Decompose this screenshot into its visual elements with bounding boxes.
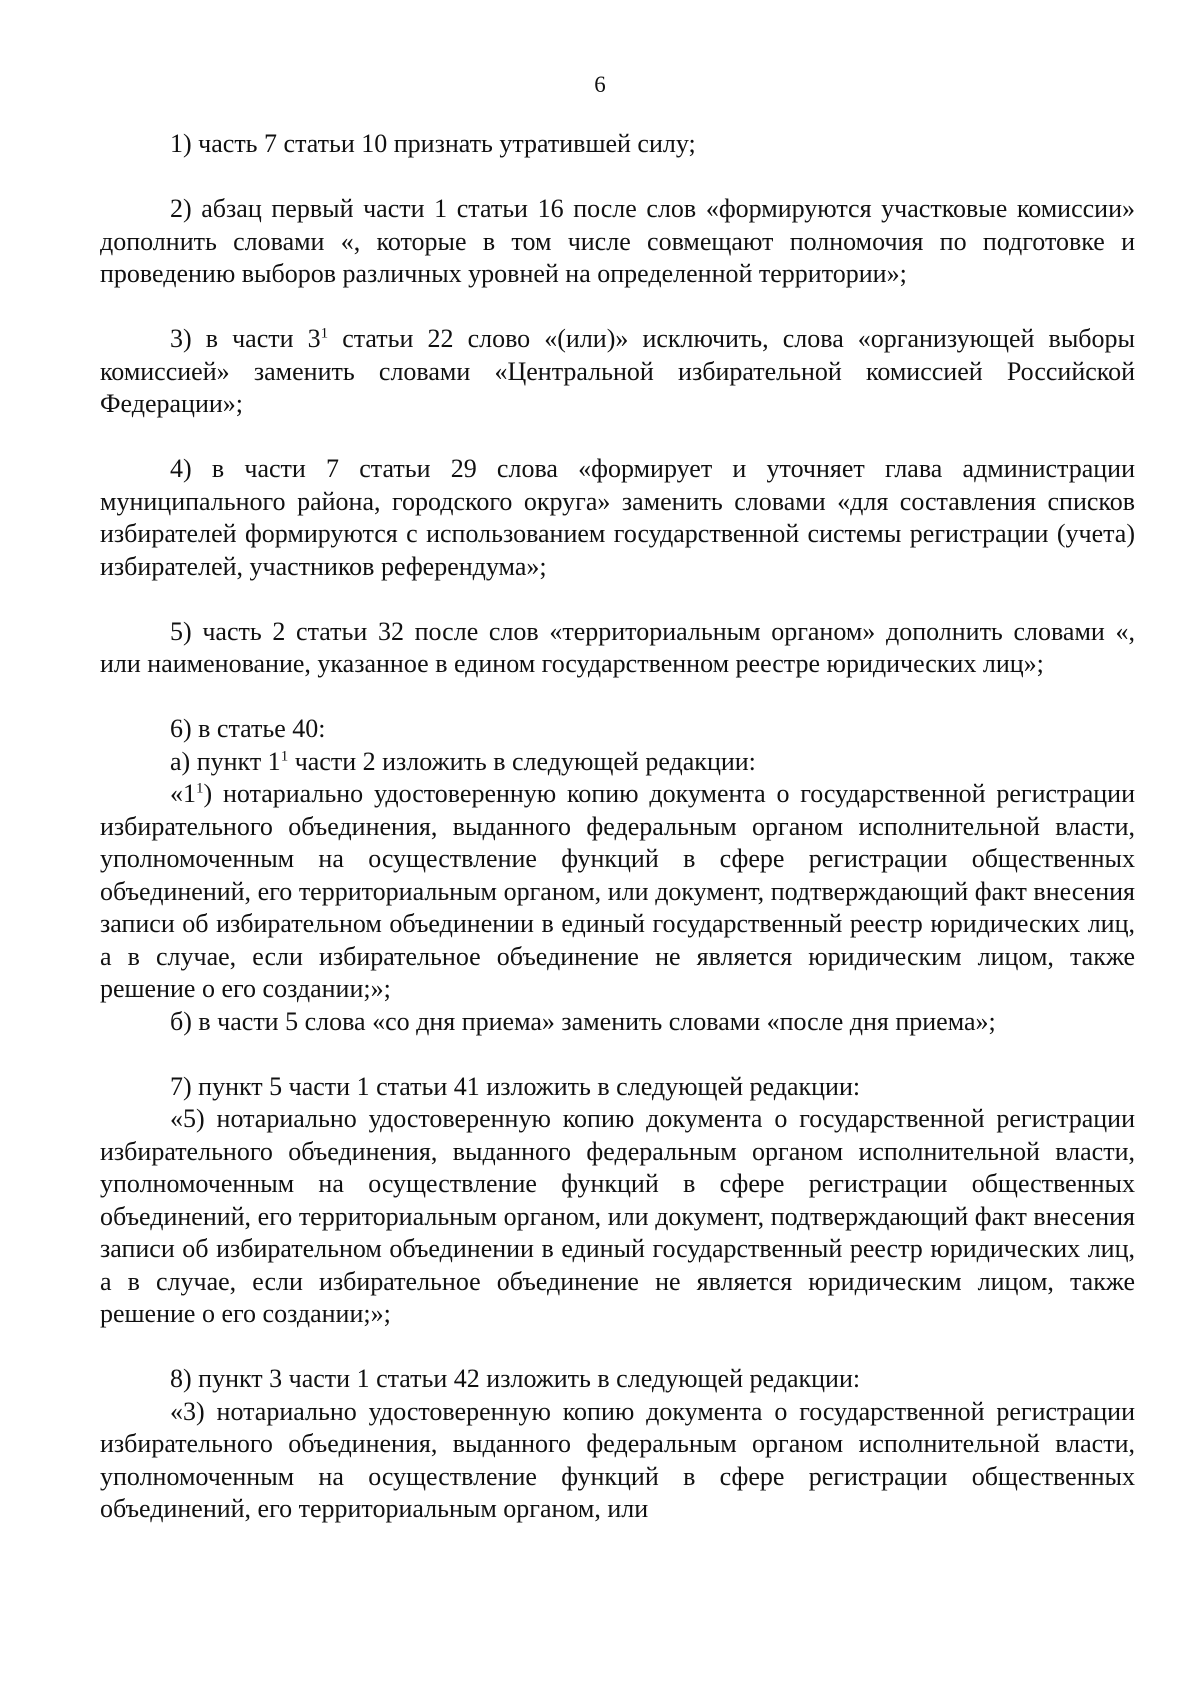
item-7-text: «5) нотариально удостоверенную копию документа о государственной регистрации избирательного объединения, выданного федеральным органом исполнительной власти, уполномоченным на осуществление функций в сфере регистрации общественных объединений, его территориальным органом, или документ, подтверждающий факт внесения записи об избирательном объединении в единый государственный реестр юридических лиц, а в случае, если избирательное объединение не является юридическим лицом, также решение о его создании;»; xyxy=(100,1104,1135,1328)
item-1: 1) часть 7 статьи 10 признать утратившей силу; xyxy=(170,129,696,158)
page-number: 6 xyxy=(594,72,606,97)
superscript: 1 xyxy=(196,780,204,797)
item-2: 2) абзац первый части 1 статьи 16 после слов «формируются участковые комиссии» дополнить словами «, которые в том числе совмещают полномочия по подготовке и проведению выборов различных уровней на определенной территории»; xyxy=(100,194,1135,288)
item-6a-text: «$1^1$) нотариально удостоверенную копию документа о государственной регистрации избирательного объединения, выданного федеральным органом исполнительной власти, уполномоченным на осуществление функций в сфере регистрации общественных объединений, его территориальным органом, или документ, подтверждающий факт внесения записи об избирательном объединении в единый государственный реестр юридических лиц, а в случае, если избирательное объединение не является юридическим лицом, также решение о его создании;»; xyxy=(100,779,1135,1003)
item-6b: б) в части 5 слова «со дня приема» заменить словами «после дня приема»; xyxy=(170,1006,996,1036)
item-8: 8) пункт 3 части 1 статьи 42 изложить в следующей редакции: xyxy=(170,1364,861,1393)
item-7: 7) пункт 5 части 1 статьи 41 изложить в следующей редакции: xyxy=(170,1071,861,1101)
item-6: 6) в статье 40: xyxy=(170,714,326,743)
superscript: 1 xyxy=(320,325,329,342)
item-8-text: «3) нотариально удостоверенную копию документа о государственной регистрации избирательного объединения, выданного федеральным органом исполнительной власти, уполномоченным на осуществление функций в сфере регистрации общественных объединений, его территориальным органом, или xyxy=(100,1396,1135,1523)
item-4: 4) в части 7 статьи 29 слова «формирует и уточняет глава администрации муниципального района, городского округа» заменить словами «для составления списков избирателей формируются с использованием государственной системы регистрации (учета) избирателей, участников референдума»; xyxy=(100,454,1135,581)
document-body xyxy=(100,128,1135,1526)
superscript: 1 xyxy=(280,747,289,764)
item-3: 3) в части $3^1$ статьи 22 слово «(или)» исключить, слова «организующей выборы комиссией» заменить словами «Центральной избирательной комиссией Российской Федерации»; xyxy=(100,324,1135,418)
item-5: 5) часть 2 статьи 32 после слов «территориальным органом» дополнить словами «, или наименование, указанное в едином государственном реестре юридических лиц»; xyxy=(100,616,1135,678)
item-6a: а) пункт $1^1$ части 2 изложить в следующей редакции: xyxy=(170,746,756,776)
